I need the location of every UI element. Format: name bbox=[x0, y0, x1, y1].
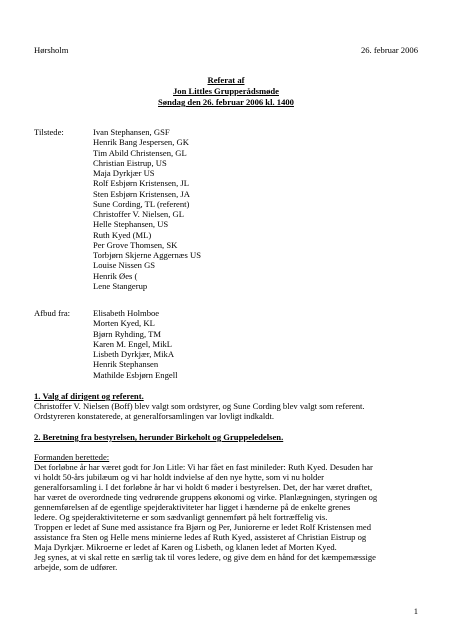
absent-name: Morten Kyed, KL bbox=[93, 318, 155, 329]
attendee-name: Tim Abild Christensen, GL bbox=[93, 147, 187, 158]
section-2-line: ledere. Og spejderaktiviteterne er som sædvanligt gennemført på helt fortræffelig vis. bbox=[34, 512, 328, 522]
section-1-heading: 1. Valg af dirigent og referent. bbox=[34, 391, 144, 401]
attendee-name: Ruth Kyed (ML) bbox=[93, 229, 152, 240]
attendee-name: Sune Cording, TL (referent) bbox=[93, 198, 190, 209]
title-line-2: Jon Littles Grupperådsmøde bbox=[173, 86, 279, 96]
attendees-list bbox=[93, 127, 201, 291]
section-2-line: generalforsamling i. I det forløbne år har vi holdt 6 møder i bestyrelsen. Det, der har været drøftet, bbox=[34, 482, 373, 492]
attendee-name: Henrik Bang Jespersen, GK bbox=[93, 137, 189, 148]
absent-list bbox=[93, 308, 178, 380]
attendee-name: Louise Nissen GS bbox=[93, 260, 156, 271]
section-2-line: har været de overordnede ting vedrørende gruppens økonomi og virke. Planlægningen, styringen og bbox=[34, 492, 378, 502]
attendee-name: Christoffer V. Nielsen, GL bbox=[93, 209, 184, 219]
title-line-3: Søndag den 26. februar 2006 kl. 1400 bbox=[158, 97, 294, 107]
attendees-label: Tilstede: bbox=[34, 127, 64, 137]
section-1-line: Christoffer V. Nielsen (Boff) blev valgt som ordstyrer, og Sune Cording blev valgt som referent. bbox=[34, 401, 365, 411]
absent-label: Afbud fra: bbox=[34, 308, 71, 318]
attendee-name: Lene Stangerup bbox=[93, 280, 148, 291]
section-2-line: Maja Dyrkjær. Mikroerne er ledet af Karen og Lisbeth, og klanen ledet af Morten Kyed. bbox=[34, 542, 337, 552]
header-place: Hørsholm bbox=[34, 45, 69, 55]
section-2-heading: 2. Beretning fra bestyrelsen, herunder Birkeholt og Gruppeledelsen. bbox=[34, 432, 284, 442]
attendee-name: Rolf Esbjørn Kristensen, JL bbox=[93, 178, 189, 189]
attendee-name: Ivan Stephansen, GSF bbox=[93, 127, 170, 137]
attendee-name: Helle Stephansen, US bbox=[93, 219, 169, 230]
attendee-name: Henrik Øes ( bbox=[93, 270, 138, 281]
section-1-line: Ordstyreren konstaterede, at generalforsamlingen var lovligt indkaldt. bbox=[34, 411, 275, 421]
attendee-name: Christian Eistrup, US bbox=[93, 157, 167, 168]
section-2-line: arbejde, som de udfører. bbox=[34, 562, 118, 572]
attendee-name: Torbjørn Skjerne Aggernæs US bbox=[93, 250, 202, 260]
section-2-line: gennemførelsen af de egentlige spejderaktiviteter har ligget i hænderne på de enkelte grenes bbox=[34, 502, 351, 512]
attendee-name: Maja Dyrkjær US bbox=[93, 168, 155, 178]
absent-name: Henrik Stephansen bbox=[93, 359, 159, 370]
absent-name: Bjørn Ryhding, TM bbox=[93, 328, 162, 339]
section-2-line: Det forløbne år har været godt for Jon Litle: Vi har fået en fast minileder: Ruth Kyed. Desuden har bbox=[34, 462, 373, 472]
title-line-1: Referat af bbox=[207, 75, 245, 85]
absent-name: Karen M. Engel, MikL bbox=[93, 338, 172, 349]
section-2-line: Troppen er ledet af Sune med assistance fra Bjørn og Per, Juniorerne er ledet Rolf Kristensen med bbox=[34, 522, 372, 532]
section-2-line: Jeg synes, at vi skal rette en særlig tak til vores ledere, og give dem en hånd for det kæmpemæssige bbox=[34, 552, 377, 562]
absent-name: Elisabeth Holmboe bbox=[93, 308, 160, 318]
section-2-line: vi holdt 50-års jubilæum og vi har holdt indvielse af den nye hytte, som vi nu holder bbox=[34, 472, 324, 482]
absent-name: Lisbeth Dyrkjær, MikA bbox=[93, 349, 175, 359]
header-date: 26. februar 2006 bbox=[360, 45, 418, 55]
section-2-subheading: Formanden berettede: bbox=[34, 452, 110, 462]
section-2-line: assistance fra Sten og Helle mens minierne ledes af Ruth Kyed, assisteret af Christian Eistrup og bbox=[34, 532, 367, 542]
attendee-name: Sten Esbjørn Kristensen, JA bbox=[93, 188, 190, 199]
attendee-name: Per Grove Thomsen, SK bbox=[93, 239, 178, 250]
page-number: 1 bbox=[413, 606, 418, 616]
absent-name: Mathilde Esbjørn Engell bbox=[93, 369, 178, 380]
